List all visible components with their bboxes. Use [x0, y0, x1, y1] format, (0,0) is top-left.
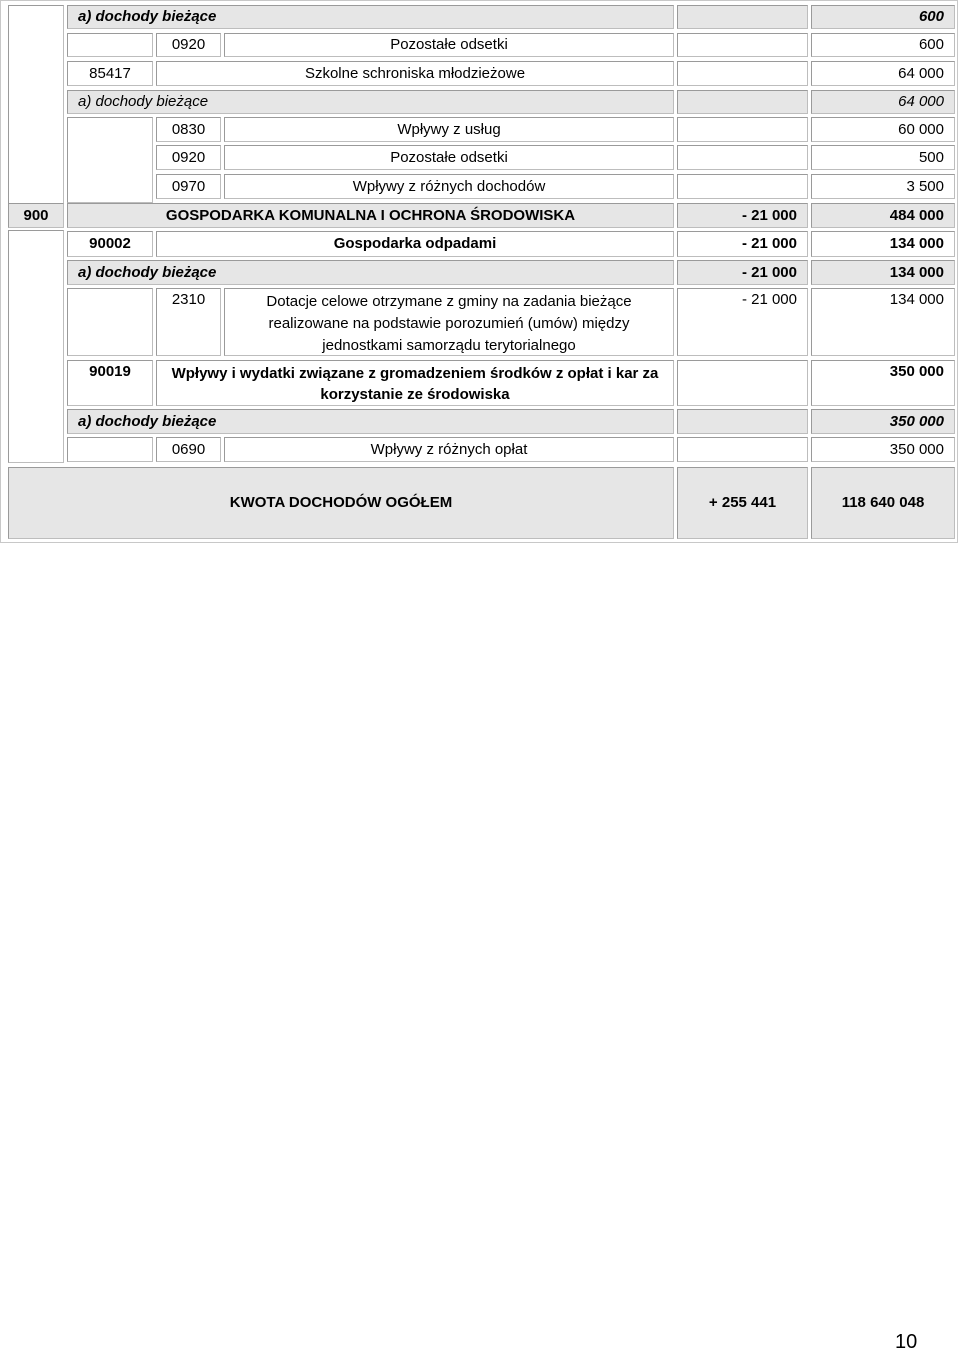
change-cell: - 21 000 — [677, 231, 808, 257]
section-spacer-cell — [8, 5, 64, 206]
change-cell — [677, 409, 808, 434]
item-name: Wpływy z różnych opłat — [224, 437, 674, 462]
row-label: a) dochody bieżące — [67, 409, 674, 434]
paragraph-code: 0970 — [156, 174, 221, 199]
paragraph-code: 0920 — [156, 33, 221, 57]
amount-cell: 350 000 — [811, 360, 955, 406]
blank-cell — [67, 437, 153, 462]
change-cell — [677, 117, 808, 142]
blank-cell — [67, 288, 153, 356]
blank-cell — [67, 117, 153, 203]
amount-cell: 60 000 — [811, 117, 955, 142]
amount-cell: 3 500 — [811, 174, 955, 199]
section-spacer-cell — [8, 230, 64, 463]
change-cell — [677, 90, 808, 114]
change-cell — [677, 5, 808, 29]
amount-cell: 600 — [811, 33, 955, 57]
paragraph-code: 0920 — [156, 145, 221, 170]
amount-cell: 134 000 — [811, 260, 955, 285]
change-cell — [677, 61, 808, 86]
amount-cell: 350 000 — [811, 409, 955, 434]
item-name: Pozostałe odsetki — [224, 145, 674, 170]
item-name: Dotacje celowe otrzymane z gminy na zadania bieżące realizowane na podstawie porozumień (umów) między jednostkami samorządu terytorialnego — [224, 288, 674, 356]
total-amount: 118 640 048 — [811, 467, 955, 539]
section-name: GOSPODARKA KOMUNALNA I OCHRONA ŚRODOWISKA — [67, 203, 674, 228]
paragraph-code: 2310 — [156, 288, 221, 356]
amount-cell: 350 000 — [811, 437, 955, 462]
change-cell: - 21 000 — [677, 203, 808, 228]
item-name: Wpływy z różnych dochodów — [224, 174, 674, 199]
blank-cell — [67, 33, 153, 57]
amount-cell: 600 — [811, 5, 955, 29]
page-number: 10 — [895, 1331, 918, 1353]
amount-cell: 484 000 — [811, 203, 955, 228]
chapter-code: 90019 — [67, 360, 153, 406]
chapter-name: Wpływy i wydatki związane z gromadzeniem środków z opłat i kar za korzystanie ze środowiska — [156, 360, 674, 406]
chapter-name: Szkolne schroniska młodzieżowe — [156, 61, 674, 86]
change-cell: - 21 000 — [677, 288, 808, 356]
chapter-code: 90002 — [67, 231, 153, 257]
row-label: a) dochody bieżące — [67, 260, 674, 285]
total-change: + 255 441 — [677, 467, 808, 539]
change-cell — [677, 174, 808, 199]
amount-cell: 500 — [811, 145, 955, 170]
chapter-code: 85417 — [67, 61, 153, 86]
change-cell — [677, 360, 808, 406]
amount-cell: 64 000 — [811, 90, 955, 114]
item-name: Pozostałe odsetki — [224, 33, 674, 57]
amount-cell: 134 000 — [811, 231, 955, 257]
amount-cell: 64 000 — [811, 61, 955, 86]
row-label: a) dochody bieżące — [67, 5, 674, 29]
total-label: KWOTA DOCHODÓW OGÓŁEM — [8, 467, 674, 539]
revenue-table — [0, 0, 958, 543]
section-code: 900 — [8, 203, 64, 228]
change-cell — [677, 437, 808, 462]
row-label: a) dochody bieżące — [67, 90, 674, 114]
change-cell — [677, 33, 808, 57]
amount-cell: 134 000 — [811, 288, 955, 356]
change-cell: - 21 000 — [677, 260, 808, 285]
item-name: Wpływy z usług — [224, 117, 674, 142]
paragraph-code: 0830 — [156, 117, 221, 142]
chapter-name: Gospodarka odpadami — [156, 231, 674, 257]
change-cell — [677, 145, 808, 170]
paragraph-code: 0690 — [156, 437, 221, 462]
